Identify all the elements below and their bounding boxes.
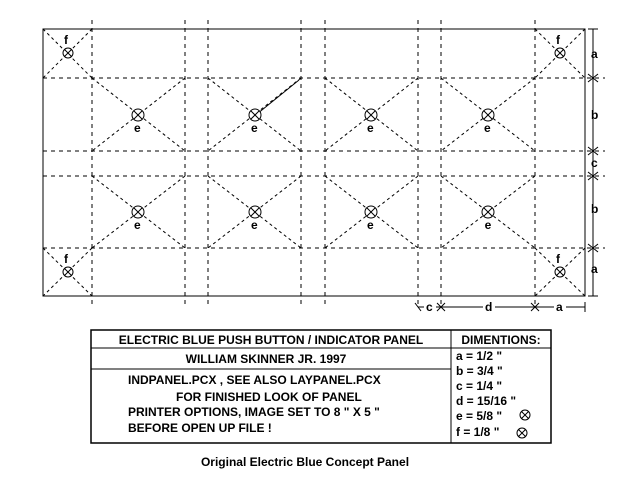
note-line-1: INDPANEL.PCX , SEE ALSO LAYPANEL.PCX xyxy=(128,373,381,387)
dim-value-f: f = 1/8 " xyxy=(456,425,500,439)
corner-holes xyxy=(63,33,565,277)
diagonal-lines xyxy=(43,29,585,296)
hole-f-bottom-left xyxy=(63,252,73,277)
hole-f-label: f xyxy=(64,252,68,266)
hole-e-label: e xyxy=(367,121,374,135)
hole-e-label: e xyxy=(251,218,258,232)
note-line-3: PRINTER OPTIONS, IMAGE SET TO 8 " X 5 " xyxy=(128,405,380,419)
dim-d-label: d xyxy=(485,300,493,314)
hole-e-r2-c4 xyxy=(482,206,494,232)
hole-e-label: e xyxy=(134,121,141,135)
title-block-author: WILLIAM SKINNER JR. 1997 xyxy=(185,352,347,366)
hole-f-top-left xyxy=(63,33,73,58)
hole-f-label: f xyxy=(556,33,560,47)
dim-a-label: a xyxy=(556,300,563,314)
dim-a-label: a xyxy=(591,47,598,61)
leader-line xyxy=(257,80,299,114)
grid-lines xyxy=(43,20,605,305)
dim-value-b: b = 3/4 " xyxy=(456,364,503,378)
hole-f-label: f xyxy=(64,33,68,47)
dim-value-e: e = 5/8 " xyxy=(456,409,503,423)
note-line-4: BEFORE OPEN UP FILE ! xyxy=(128,421,272,435)
hole-e-label: e xyxy=(251,121,258,135)
hole-e-r1-c1 xyxy=(132,109,144,135)
hole-f-bottom-right xyxy=(555,252,565,277)
dim-a-label: a xyxy=(591,262,598,276)
dim-c-label: c xyxy=(591,156,598,170)
dim-c-label: c xyxy=(426,300,433,314)
dim-b-label: b xyxy=(591,108,599,122)
dim-value-d: d = 15/16 " xyxy=(456,394,517,408)
hole-e-r2-c3 xyxy=(365,206,377,232)
title-block-title: ELECTRIC BLUE PUSH BUTTON / INDICATOR PANEL xyxy=(118,333,424,347)
dim-b-label: b xyxy=(591,202,599,216)
hole-e-r1-c3 xyxy=(365,109,377,135)
hole-e-label: e xyxy=(484,121,491,135)
hole-e-label: e xyxy=(134,218,141,232)
note-line-2: FOR FINISHED LOOK OF PANEL xyxy=(176,390,362,404)
dim-value-c: c = 1/4 " xyxy=(456,379,503,393)
hole-e-r2-c1 xyxy=(132,206,144,232)
hole-f-label: f xyxy=(556,252,560,266)
dimensions-header: DIMENTIONS: xyxy=(461,333,541,347)
hole-e-label: e xyxy=(484,218,492,232)
caption: Original Electric Blue Concept Panel xyxy=(200,455,410,469)
hole-f-symbol-icon xyxy=(517,428,527,438)
hole-f-top-right xyxy=(555,33,565,58)
hole-e-r2-c2 xyxy=(249,206,261,232)
hole-e-symbol-icon xyxy=(520,410,530,420)
hole-e-r1-c4 xyxy=(482,109,494,135)
dim-value-a: a = 1/2 " xyxy=(456,349,503,363)
hole-e-label: e xyxy=(367,218,374,232)
hole-e-r1-c2 xyxy=(249,109,261,135)
button-holes xyxy=(132,109,494,232)
panel-outline xyxy=(43,29,585,296)
